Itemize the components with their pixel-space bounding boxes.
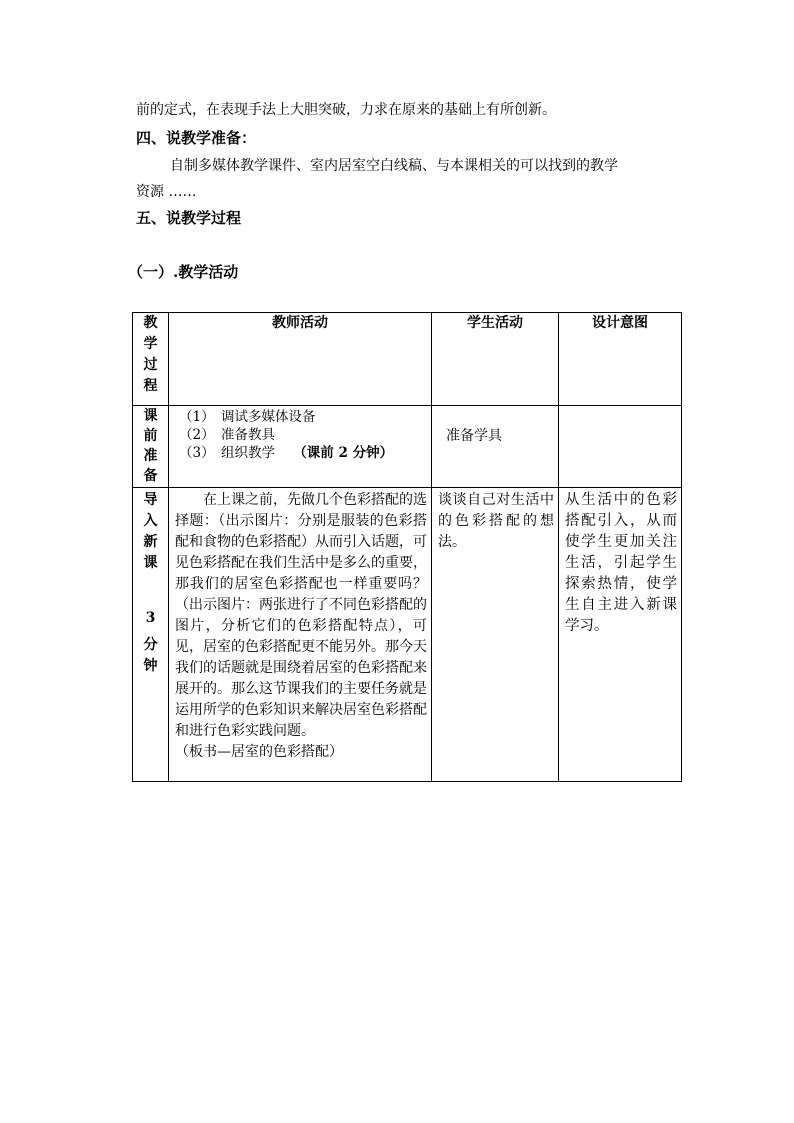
list-item: （2） 准备教具 xyxy=(179,427,275,443)
process-introduction: 导 入 新 课 3 分 钟 xyxy=(133,488,169,782)
header-process: 教 学 过 程 xyxy=(133,313,169,406)
list-item: （1） 调试多媒体设备 xyxy=(179,409,316,425)
design-introduction: 从生活中的色彩搭配引入，从而使学生更加关注生活，引起学生探索热情，使学生自主进入新课学习。 xyxy=(559,488,682,782)
teacher-preparation-list xyxy=(169,406,432,488)
header-design-intent: 设计意图 xyxy=(559,313,682,406)
prep-text-line-1: 自制多媒体教学课件、室内居室空白线稿、与本课相关的可以找到的教学 xyxy=(170,158,618,174)
header-student-activity: 学生活动 xyxy=(432,313,559,406)
table-row-preparation xyxy=(133,406,682,488)
student-preparation: 准备学具 xyxy=(432,406,559,488)
teacher-introduction-text: 在上课之前，先做几个色彩搭配的选择题：（出示图片：分别是服装的色彩搭配和食物的色彩搭配）从而引入话题，可见色彩搭配在我们生活中是多么的重要，那我们的居室色彩搭配也一样重要吗？（出示图片：两张进行了不同色彩搭配的图片，分析它们的色彩搭配特点），可见，居室的色彩搭配更不能另外。那今天我们的话题就是围绕着居室的色彩搭配来展开的。那么这节课我们的主要任务就是运用所学的色彩知识来解决居室色彩搭配和进行色彩实践问题。 xyxy=(175,492,427,739)
process-preparation: 课 前 准 备 xyxy=(133,406,169,488)
teacher-board-note: （板书—居室的色彩搭配） xyxy=(175,744,343,760)
design-preparation xyxy=(559,406,682,488)
teaching-activity-table xyxy=(132,312,682,782)
table-header-row xyxy=(133,313,682,406)
time-note: （课前 2 分钟） xyxy=(293,445,394,461)
student-introduction: 谈谈自己对生活中的色彩搭配的想法。 xyxy=(432,488,559,782)
list-item: （3） 组织教学 （课前 2 分钟） xyxy=(179,445,394,461)
section-heading-process: 五、说教学过程 xyxy=(136,209,242,227)
table-row-introduction xyxy=(133,488,682,782)
section-heading-prep: 四、说教学准备： xyxy=(136,129,257,147)
prep-text-line-2: 资源 …… xyxy=(136,184,197,200)
subsection-heading: （一）.教学活动 xyxy=(128,263,239,281)
teacher-introduction xyxy=(169,488,432,782)
carry-over-text: 前的定式，在表现手法上大胆突破，力求在原来的基础上有所创新。 xyxy=(136,102,556,118)
header-teacher-activity: 教师活动 xyxy=(169,313,432,406)
